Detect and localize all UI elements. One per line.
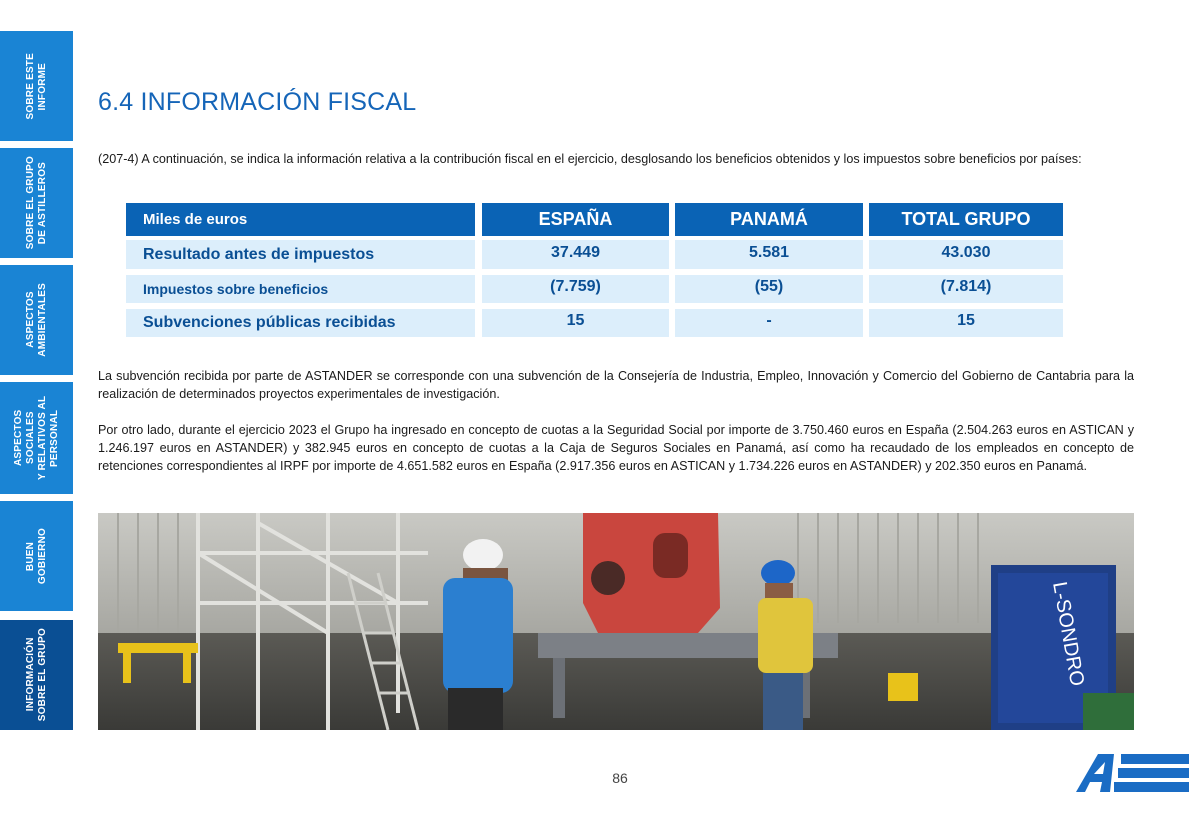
cabinet-graffiti: L-SONDRO	[1048, 580, 1089, 688]
table-cell: (55)	[675, 275, 863, 303]
body-paragraph: Por otro lado, durante el ejercicio 2023 el Grupo ha ingresado en concepto de cuotas a la Seguridad Social por importe de 3.750.460 euros en España (2.504.263 euros en ASTICAN y 1.246.197 euros en ASTANDER) y 382.945 euros en concepto de cuotas a la Caja de Seguros Sociales en Panamá, así como ha recaudado de los empleados en concepto de retenciones correspondientes al IRPF por importe de 4.651.582 euros en España (2.917.356 euros en ASTICAN y 1.734.226 euros en ASTANDER) y 202.350 euros en Panamá.	[98, 423, 1134, 473]
sidebar-tab-sobre-este-informe[interactable]	[0, 31, 73, 141]
table-cell: 15	[482, 309, 669, 337]
table-cell: (7.759)	[482, 275, 669, 303]
sidebar-tab-aspectos-sociales[interactable]	[0, 382, 73, 494]
sidebar-tab-label: ASPECTOS SOCIALES Y RELATIVOS AL PERSONAL	[12, 395, 60, 481]
sidebar-tab-informacion-grupo[interactable]	[0, 620, 73, 730]
sidebar-tab-sobre-el-grupo[interactable]	[0, 148, 73, 258]
sidebar-tab-label: ASPECTOS AMBIENTALES	[24, 283, 48, 357]
table-cell: 37.449	[482, 240, 669, 269]
table-row-label: Subvenciones públicas recibidas	[126, 309, 475, 337]
shipyard-photo	[98, 513, 1134, 730]
table-cell: 43.030	[869, 240, 1063, 269]
body-paragraph: La subvención recibida por parte de ASTANDER se corresponde con una subvención de la Consejería de Industria, Empleo, Innovación y Comercio del Gobierno de Cantabria para la realización de determinados proyectos experimentales de investigación.	[98, 369, 1134, 401]
table-header-espana: ESPAÑA	[482, 203, 669, 236]
company-logo	[1074, 754, 1189, 801]
sidebar-tab-label: SOBRE ESTE INFORME	[24, 52, 48, 120]
sidebar-tab-buen-gobierno[interactable]	[0, 501, 73, 611]
table-cell: 5.581	[675, 240, 863, 269]
page-title: 6.4 INFORMACIÓN FISCAL	[98, 88, 417, 116]
page-number: 86	[612, 770, 628, 786]
sidebar-tab-label: SOBRE EL GRUPO DE ASTILLEROS	[24, 156, 48, 250]
table-row-label: Impuestos sobre beneficios	[126, 275, 475, 303]
sidebar-tab-label: INFORMACIÓN SOBRE EL GRUPO	[24, 628, 48, 722]
table-cell: -	[675, 309, 863, 337]
table-cell: 15	[869, 309, 1063, 337]
table-header-total: TOTAL GRUPO	[869, 203, 1063, 236]
table-header-label: Miles de euros	[126, 203, 475, 236]
sidebar-tab-label: BUEN GOBIERNO	[24, 527, 48, 585]
sidebar-tab-aspectos-ambientales[interactable]	[0, 265, 73, 375]
intro-paragraph: (207-4) A continuación, se indica la información relativa a la contribución fiscal en el ejercicio, desglosando los beneficios obtenidos y los impuestos sobre beneficios por países:	[98, 152, 1082, 166]
table-header-panama: PANAMÁ	[675, 203, 863, 236]
table-row-label: Resultado antes de impuestos	[126, 240, 475, 269]
table-cell: (7.814)	[869, 275, 1063, 303]
